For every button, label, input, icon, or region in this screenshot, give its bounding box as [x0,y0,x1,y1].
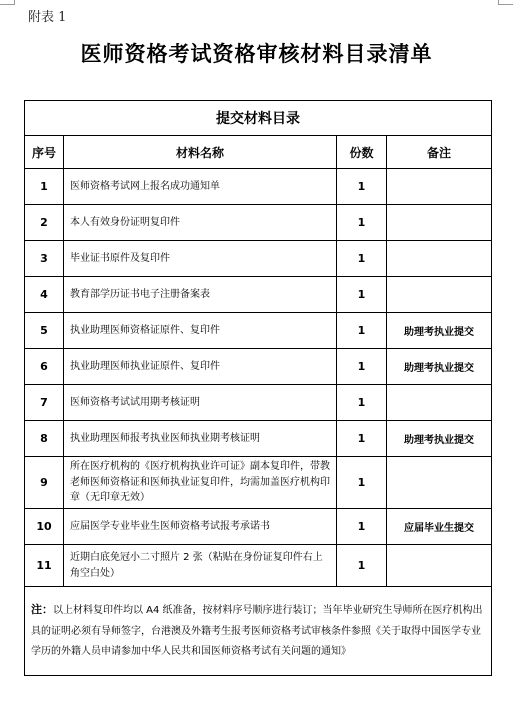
row-num: 11 [25,545,64,587]
crop-mark-top-left-vertical [14,0,15,5]
note-text: 以上材料复印件均以 A4 纸准备，按材料序号顺序进行装订；当年毕业研究生导师所在医疗机构出具的证明必须有导师签字，台港澳及外籍考生报考医师资格考试审核条件参照《关于取得中国医学专业学历的外籍人员申请参加中华人民共和国医师资格考试有关问题的通知》 [31,605,483,658]
row-num: 4 [25,277,64,313]
row-num: 2 [25,205,64,241]
row-name: 所在医疗机构的《医疗机构执业许可证》副本复印件，带教老师医师资格证和医师执业证复印件，均需加盖医疗机构印章（无印章无效） [64,457,337,509]
crop-mark-top-right [499,4,513,5]
row-name: 应届医学专业毕业生医师资格考试报考承诺书 [64,509,337,545]
document-title: 医师资格考试资格审核材料目录清单 [80,41,433,66]
row-remark [387,385,492,421]
header-remark: 备注 [387,136,492,169]
row-copies: 1 [337,385,387,421]
row-copies: 1 [337,277,387,313]
row-remark: 助理考执业提交 [387,421,492,457]
row-name: 近期白底免冠小二寸照片 2 张（粘贴在身份证复印件右上角空白处） [64,545,337,587]
table-row [25,349,492,385]
table-row [25,421,492,457]
crop-mark-top-right-vertical [498,0,499,5]
row-copies: 1 [337,509,387,545]
row-remark [387,277,492,313]
row-name: 毕业证书原件及复印件 [64,241,337,277]
row-remark [387,169,492,205]
table-row [25,457,492,509]
row-copies: 1 [337,241,387,277]
materials-table [24,100,492,676]
row-name: 教育部学历证书电子注册备案表 [64,277,337,313]
row-remark: 应届毕业生提交 [387,509,492,545]
row-remark: 助理考执业提交 [387,313,492,349]
header-num: 序号 [25,136,64,169]
row-copies: 1 [337,169,387,205]
row-copies: 1 [337,349,387,385]
table-row [25,509,492,545]
note-label: 注： [31,603,53,617]
row-num: 5 [25,313,64,349]
row-remark [387,241,492,277]
row-name: 执业助理医师执业证原件、复印件 [64,349,337,385]
row-remark [387,545,492,587]
table-row [25,385,492,421]
row-name: 本人有效身份证明复印件 [64,205,337,241]
row-name: 执业助理医师报考执业医师执业期考核证明 [64,421,337,457]
table-row [25,169,492,205]
row-remark [387,457,492,509]
row-num: 6 [25,349,64,385]
table-row [25,545,492,587]
appendix-label: 附表 1 [28,10,67,25]
row-remark: 助理考执业提交 [387,349,492,385]
table-row [25,313,492,349]
row-name: 医师资格考试试用期考核证明 [64,385,337,421]
row-remark [387,205,492,241]
row-copies: 1 [337,313,387,349]
row-name: 医师资格考试网上报名成功通知单 [64,169,337,205]
row-num: 9 [25,457,64,509]
row-copies: 1 [337,457,387,509]
row-num: 1 [25,169,64,205]
row-num: 8 [25,421,64,457]
crop-mark-top-left [0,4,14,5]
row-copies: 1 [337,545,387,587]
row-copies: 1 [337,205,387,241]
table-row [25,241,492,277]
table-row [25,205,492,241]
row-num: 3 [25,241,64,277]
row-num: 10 [25,509,64,545]
table-caption: 提交材料目录 [25,101,492,136]
row-name: 执业助理医师资格证原件、复印件 [64,313,337,349]
row-copies: 1 [337,421,387,457]
header-copies: 份数 [337,136,387,169]
table-row [25,277,492,313]
row-num: 7 [25,385,64,421]
header-name: 材料名称 [64,136,337,169]
table-note [25,587,492,676]
